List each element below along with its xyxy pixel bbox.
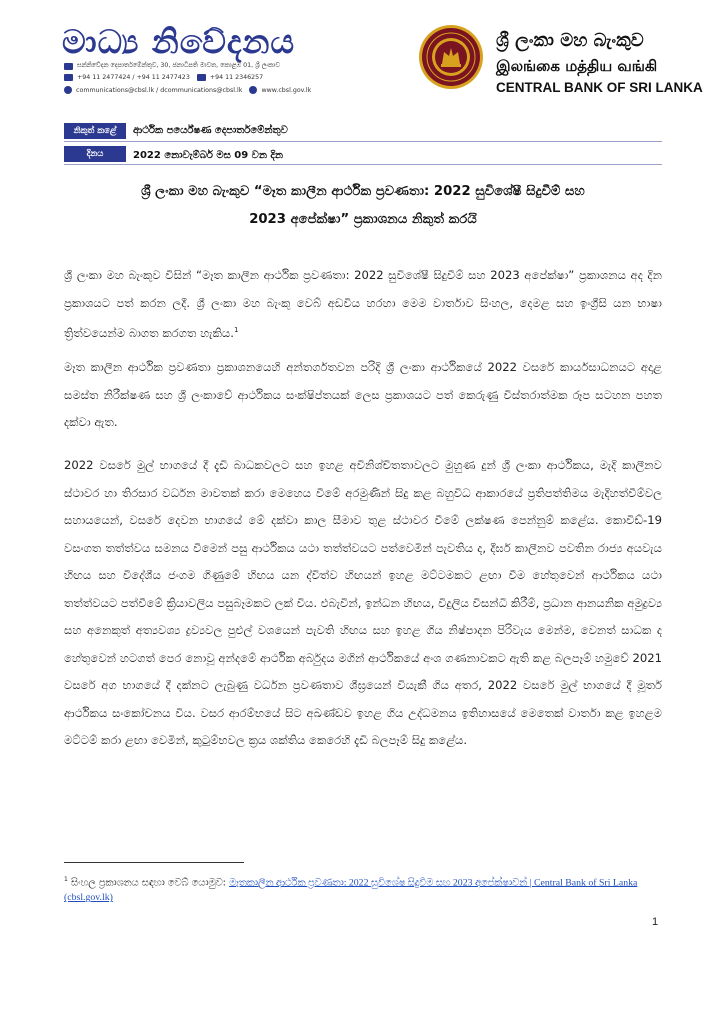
phone-text: +94 11 2477424 / +94 11 2477423 [77,74,190,81]
footnote-text: සිංහල ප්‍රකාශනය සඳහා වෙබ් යොමුව: [70,877,230,889]
paragraph-1 [64,262,662,347]
headline-line-2: 2023 අපේක්ෂා” ප්‍රකාශනය නිකුත් කරයි [249,212,477,227]
meta-divider [64,164,662,165]
footnote-link[interactable]: මෑතකාලීන ආර්ථික ප්‍රවණතා: 2022 සුවිශේෂ සිදුවීම සහ 2023 අපේක්ෂාවන් | Central Bank of Sri Lanka (cbsl.gov.lk) [64,877,638,904]
central-bank-seal-icon [418,24,484,90]
paragraph-1-text: ශ්‍රී ලංකා මහ බැංකුව විසින් “මෑත කාලීන ආර්ථික ප්‍රවණතා: 2022 සුවිශේෂී සිදුවීම් සහ 2023 අපේක්ෂා” ප්‍රකාශනය අද දින ප්‍රකාශයට පත් කරන ලදී. ශ්‍රී ලංකා මහ බැංකු වෙබ් අඩවිය හරහා මෙම වාර්තාව සිංහල, දෙමළ සහ ඉංග්‍රීසි යන භාෂා ත්‍රිත්වයෙන්ම බාගත කරගත හැකිය. [64,268,662,340]
email-text[interactable]: communications@cbsl.lk / dcommunications@cbsl.lk [76,86,243,94]
bank-name-english: CENTRAL BANK OF SRI LANKA [496,80,703,95]
footnote [64,872,664,905]
headline-line-1: ශ්‍රී ලංකා මහ බැංකුව “මෑත කාලීන ආර්ථික ප්‍රවණතා: 2022 සුවිශේෂී සිදුවීම් සහ [141,184,585,199]
phone-icon [64,74,73,81]
meta-divider [64,141,662,142]
bank-name-tamil: இலங்கை மத்திய வங்கி [496,57,658,75]
paragraph-3: 2022 වසරේ මුල් භාගයේ දී දැඩි බාධකවලට සහ ඉහළ අවිනිශ්චිතතාවලට මුහුණ දුන් ශ්‍රී ලංකා ආර්ථිකය, මැදි කාලීනව ස්ථාවර හා තිරසාර වර්ධන මාවතක් කරා මෙහෙය වීමේ අරමුණින් සිදු කළ බහුවිධ ආකාරයේ ප්‍රතිපත්තිමය මැදිහත්වීම්වල සහායයෙන්, වසරේ දෙවන භාගයේ මේ දක්වා කාල සීමාව තුළ ස්ථාවර වීමේ ලක්ෂණ පෙන්නුම් කළේය. කොවිඩ්-19 වසංගත තත්ත්වය සමනය වීමෙන් පසු ආර්ථිකය යථා තත්ත්වයට පත්වෙමින් පැවතිය ද, දීර්ඝ කාලීනව පවතින රාජ්‍ය අයවැය හිඟය සහ විදේශීය ජංගම ගිණුමේ හිඟය යන ද්විත්ව හිඟයන් ඉහළ මට්ටමකට ළඟා වීම හේතුවෙන් ආර්ථිකය යථා තත්ත්වයට පත්වීමේ ක්‍රියාවලිය පසුබෑමකට ලක් විය. එබැවින්, ඉන්ධන හිඟය, විදුලිය විසන්ධි කිරීම්, ප්‍රධාන ආනයනික අමුද්‍රව්‍ය සහ අනෙකුත් අත්‍යවශ්‍ය ද්‍රව්‍යවල පුළුල් වශයෙන් පැවති හිඟය සහ ඉහළ ගිය නිෂ්පාදන පිරිවැය මෙන්ම, වෙනත් සාධක ද හේතුවෙන් හටගත් පෙර නොවූ අන්දමේ ආර්ථික අර්බුදය මගින් ආර්ථිකයේ අංශ ගණනාවකට ඇති කළ බලපෑම් හමුවේ 2021 වසරේ අග භාගයේ දී දක්නට ලැබුණු වර්ධන ප්‍රවණතාව ශීඝ්‍රයෙන් වියැකී ගිය අතර, 2022 වසරේ මුල් භාගයේ දී මූර්ත ආර්ථිකය සංකෝචනය විය. වසර ආරම්භයේ සිට අඛණ්ඩව ඉහළ ගිය උද්ධමනය ඉතිහාසයේ මෙතෙක් වාර්තා කළ ඉහළම මට්ටම් කරා ළඟා වෙමින්, කුටුම්භවල ක්‍රය ශක්තිය කෙරෙහි දැඩි බලපෑම් සිදු කළේය. [64,458,662,747]
address-text: සන්නිවේදන දෙපාර්තමේන්තුව, 30, ජනාධිපති මාවත, කොළඹ 01, ශ්‍රී ලංකාව [77,62,280,69]
address-line [64,62,280,70]
paragraph-2: මෑත කාලීන ආර්ථික ප්‍රවණතා ප්‍රකාශනයෙහි අන්තර්ගතවන පරිදි ශ්‍රී ලංකා ආර්ථිකයේ 2022 වසරේ කාර්යසාධනයට අදාළ සමස්ත නිරීක්ෂණ සහ ශ්‍රී ලංකාවේ ආර්ථිකය සංක්ෂිප්තයක් ලෙස ප්‍රකාශයට පත් කෙරුණු විස්තරාත්මක රූප සටහන පහත දක්වා ඇත. [64,360,662,429]
email-web-line [64,86,311,94]
website-text[interactable]: www.cbsl.gov.lk [261,86,312,94]
footnote-rule [64,862,244,863]
page-number: 1 [652,916,659,928]
press-release-title: මාධ්‍ය නිවේදනය [62,22,296,61]
phone-line [64,74,263,81]
footnote-marker: 1 [64,876,68,883]
date-value: 2022 නොවැම්බර් මස 09 වන දින [133,150,283,161]
footnote-ref[interactable]: 1 [233,326,239,334]
fax-text: +94 11 2346257 [209,74,264,81]
globe-icon [249,86,257,94]
issued-by-value: ආර්ථික පර්යේෂණ දෙපාර්තමේන්තුව [133,125,288,136]
at-icon [64,86,72,94]
envelope-icon [64,63,73,70]
headline [64,178,662,234]
bank-name-sinhala: ශ්‍රී ලංකා මහ බැංකුව [496,30,644,51]
issued-by-label: නිකුත් කළේ [64,123,126,139]
fax-icon [197,74,206,81]
date-label: දිනය [64,146,126,162]
